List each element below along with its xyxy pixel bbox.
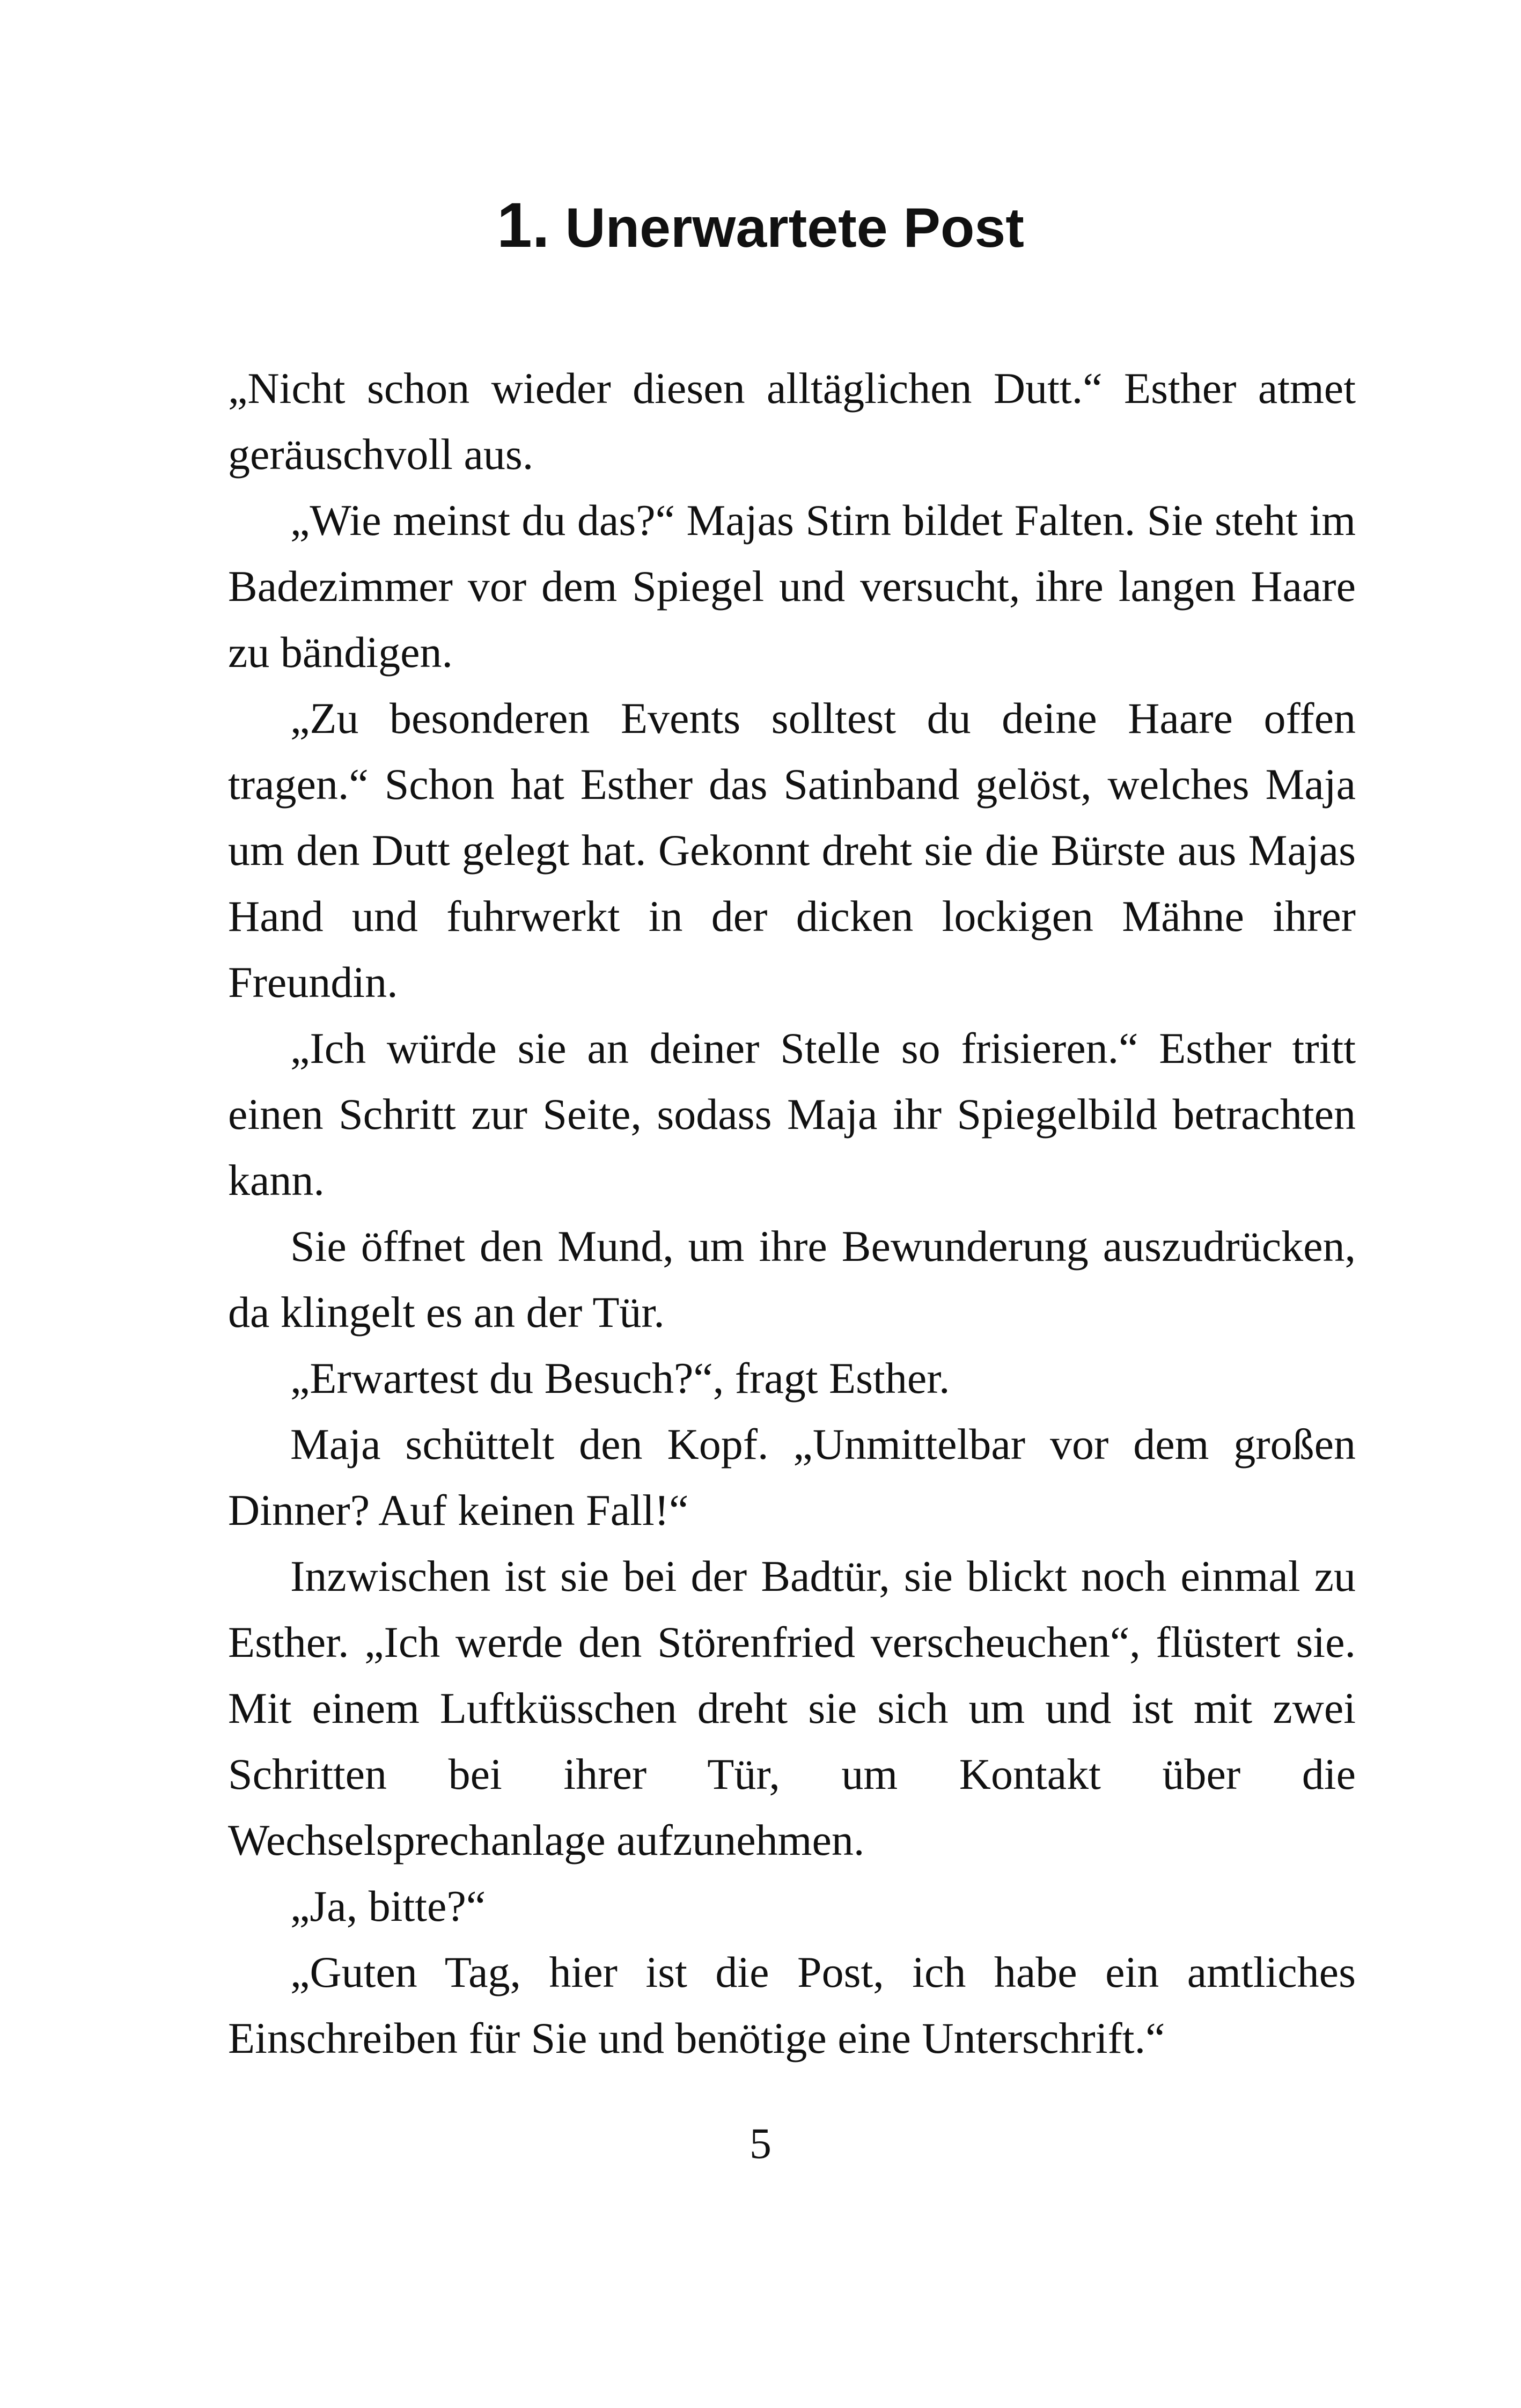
paragraph: Sie öffnet den Mund, um ihre Bewunderung auszudrücken, da klingelt es an der Tür. [228, 1222, 1356, 1337]
chapter-number: 1. [497, 190, 550, 261]
paragraph: „Ich würde sie an deiner Stelle so frisieren.“ Esther tritt einen Schritt zur Seite, sodass Maja ihr Spiegelbild betrachten kann. [228, 1024, 1356, 1205]
chapter-body [228, 355, 1356, 2071]
paragraph: „Ja, bitte?“ [290, 1882, 486, 1930]
chapter-title-text: Unerwartete Post [565, 197, 1024, 259]
paragraph: Inzwischen ist sie bei der Badtür, sie blickt noch einmal zu Esther. „Ich werde den Störenfried verscheuchen“, flüstert sie. Mit einem Luftküsschen dreht sie sich um und ist mit zwei Schritten bei ihrer Tür, um Kontakt über die Wechselsprechanlage aufzunehmen. [228, 1552, 1356, 1864]
page-number: 5 [750, 2119, 771, 2168]
paragraph: „Nicht schon wieder diesen alltäglichen Dutt.“ Esther atmet geräuschvoll aus. [228, 364, 1356, 479]
paragraph: „Erwartest du Besuch?“, fragt Esther. [290, 1354, 950, 1403]
paragraph: „Guten Tag, hier ist die Post, ich habe ein amtliches Einschreiben für Sie und benötige eine Unterschrift.“ [228, 1948, 1356, 2062]
paragraph: „Wie meinst du das?“ Majas Stirn bildet Falten. Sie steht im Badezimmer vor dem Spiegel und versucht, ihre langen Haare zu bändigen. [228, 496, 1356, 677]
paragraph: Maja schüttelt den Kopf. „Unmittelbar vor dem großen Dinner? Auf keinen Fall!“ [228, 1420, 1356, 1535]
chapter-title [0, 190, 1521, 261]
paragraph: „Zu besonderen Events solltest du deine Haare offen tragen.“ Schon hat Esther das Satinband gelöst, welches Maja um den Dutt gelegt hat. Gekonnt dreht sie die Bürste aus Majas Hand und fuhrwerkt in der dicken lockigen Mähne ihrer Freundin. [228, 694, 1356, 1007]
